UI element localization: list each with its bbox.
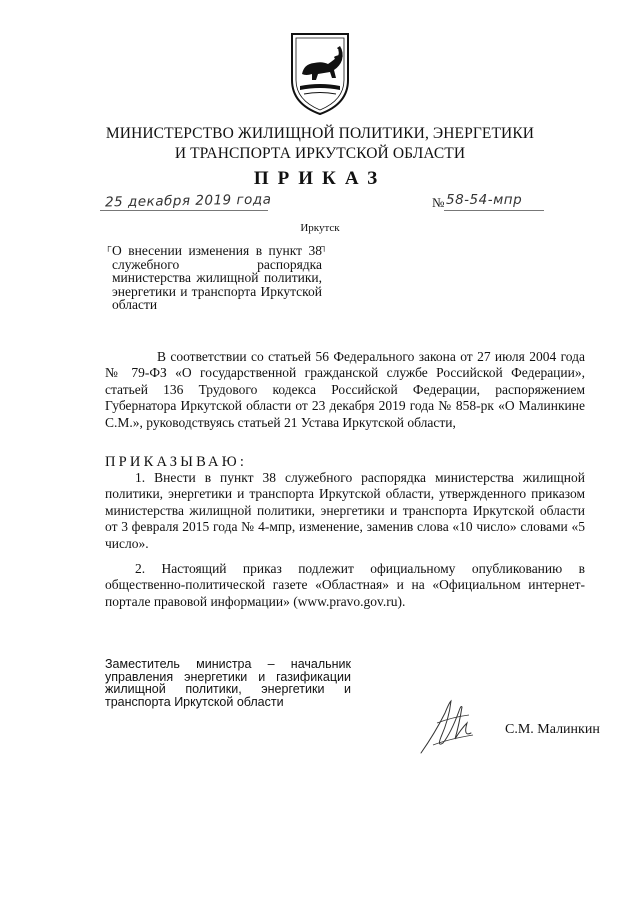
city-label: Иркутск [300,222,340,234]
order-item-2: 2. Настоящий приказ подлежит официальному опубликованию в общественно-политической газете «Областная» и на «Официальном интернет-портале правовой информации» (www.pravo.gov.ru). [105,561,585,609]
document-date: 25 декабря 2019 года [104,191,272,211]
signer-position: Заместитель министра – начальник управления энергетики и газификации жилищной политики, энергетики и транспорта Иркутской области [105,657,351,709]
order-item-1: 1. Внести в пункт 38 служебного распорядка министерства жилищной политики, энергетики и транспорта Иркутской области, утвержденного приказом министерства жилищной политики, энергетики и транспорта Иркутской области от 3 февраля 2015 года № 4-мпр, изменение, заменив слова «10 число» словами «5 число». [105,470,585,551]
preamble-paragraph: В соответствии со статьей 56 Федерального закона от 27 июля 2004 года № 79-ФЗ «О государственной гражданской службе Российской Федерации», статьей 136 Трудового кодекса Российской Федерации, распоряжением Губернатора Иркутской области от 23 декабря 2019 года № 858-рк «О Малинкине С.М.», руководствуясь статьей 21 Устава Иркутской области, [105,349,585,430]
signer-name: С.М. Малинкин [505,722,600,737]
document-number: 58-54-мпр [446,192,523,208]
document-title: ПРИКАЗ [253,168,387,189]
document-subject: О внесении изменения в пункт 38 служебного распорядка министерства жилищной политики, энергетики и транспорта Иркутской области [112,243,322,312]
handwritten-signature [415,693,485,761]
subject-corner-right: ┐ [321,241,328,251]
subject-corner-left: ┌ [105,241,112,251]
coat-of-arms-emblem [288,30,352,116]
number-prefix: № [432,195,445,210]
date-underline [100,210,268,211]
ministry-name-line1: МИНИСТЕРСТВО ЖИЛИЩНОЙ ПОЛИТИКИ, ЭНЕРГЕТИКИ [105,125,535,142]
number-underline [444,210,544,211]
order-heading: ПРИКАЗЫВАЮ: [105,454,248,470]
ministry-name-line2: И ТРАНСПОРТА ИРКУТСКОЙ ОБЛАСТИ [174,145,466,162]
